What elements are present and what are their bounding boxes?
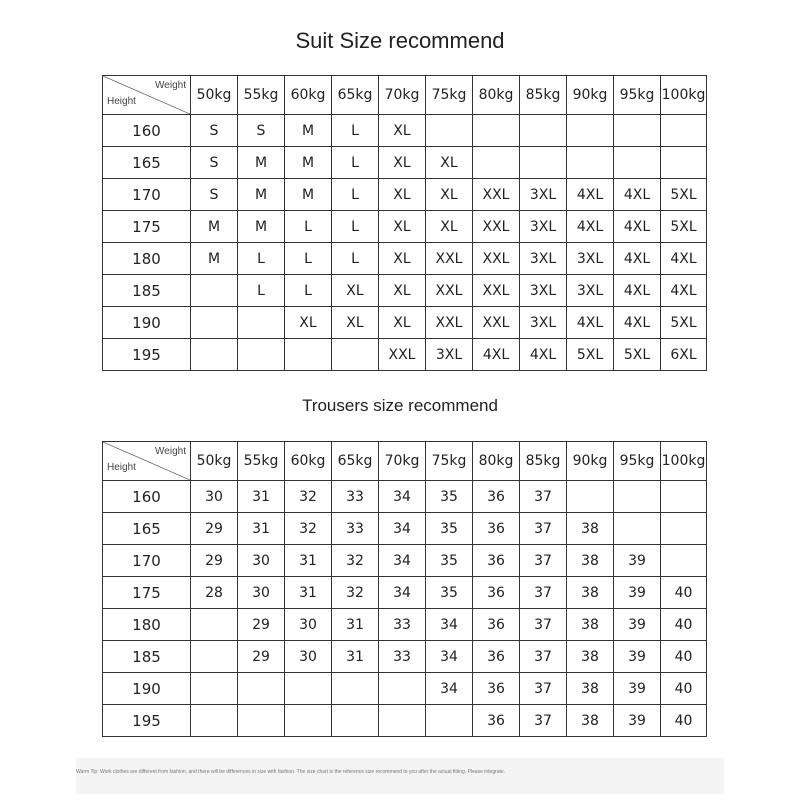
- weight-header-cell: 70kg: [379, 76, 426, 115]
- weight-header-cell: 85kg: [520, 442, 567, 481]
- size-cell: [191, 609, 238, 641]
- size-cell: 5XL: [567, 339, 614, 371]
- weight-header-cell: 60kg: [285, 76, 332, 115]
- size-cell: 37: [520, 481, 567, 513]
- weight-header-cell: 65kg: [332, 76, 379, 115]
- size-cell: 5XL: [661, 307, 707, 339]
- size-cell: 4XL: [567, 211, 614, 243]
- size-cell: 4XL: [614, 211, 661, 243]
- size-cell: L: [332, 211, 379, 243]
- size-cell: 35: [426, 545, 473, 577]
- size-cell: XXL: [426, 275, 473, 307]
- size-cell: 5XL: [661, 179, 707, 211]
- table-row: [103, 275, 707, 307]
- trousers-title: Trousers size recommend: [302, 396, 498, 415]
- size-cell: 3XL: [426, 339, 473, 371]
- size-cell: 4XL: [473, 339, 520, 371]
- weight-axis-label: Weight: [155, 446, 186, 457]
- size-cell: 4XL: [614, 307, 661, 339]
- size-cell: 40: [661, 641, 707, 673]
- size-cell: 4XL: [661, 275, 707, 307]
- size-cell: [614, 481, 661, 513]
- size-cell: [191, 673, 238, 705]
- size-cell: 38: [567, 577, 614, 609]
- size-cell: 30: [238, 545, 285, 577]
- size-cell: 38: [567, 513, 614, 545]
- height-cell: 170: [103, 545, 191, 577]
- size-cell: 40: [661, 577, 707, 609]
- size-cell: [285, 705, 332, 737]
- table-row: [103, 307, 707, 339]
- size-cell: [473, 147, 520, 179]
- weight-header-cell: 75kg: [426, 76, 473, 115]
- weight-header-cell: 100kg: [661, 442, 707, 481]
- size-cell: L: [238, 275, 285, 307]
- table-row: [103, 481, 707, 513]
- size-cell: 33: [379, 609, 426, 641]
- size-cell: [332, 339, 379, 371]
- weight-header-cell: 55kg: [238, 442, 285, 481]
- size-cell: [661, 115, 707, 147]
- height-cell: 175: [103, 577, 191, 609]
- size-cell: 40: [661, 609, 707, 641]
- table-row: [103, 339, 707, 371]
- size-cell: 31: [332, 609, 379, 641]
- table-row: [103, 243, 707, 275]
- table-row: [103, 513, 707, 545]
- size-cell: [661, 481, 707, 513]
- size-cell: M: [238, 179, 285, 211]
- corner-header-cell: [103, 76, 191, 115]
- weight-header-cell: 95kg: [614, 442, 661, 481]
- height-cell: 180: [103, 609, 191, 641]
- size-cell: 39: [614, 673, 661, 705]
- size-cell: 32: [332, 577, 379, 609]
- height-cell: 190: [103, 307, 191, 339]
- size-cell: 3XL: [520, 243, 567, 275]
- size-cell: S: [238, 115, 285, 147]
- size-cell: M: [238, 147, 285, 179]
- weight-header-cell: 65kg: [332, 442, 379, 481]
- size-cell: [473, 115, 520, 147]
- size-cell: [191, 307, 238, 339]
- size-cell: [520, 147, 567, 179]
- size-cell: [332, 673, 379, 705]
- size-cell: 34: [379, 577, 426, 609]
- weight-header-cell: 50kg: [191, 442, 238, 481]
- weight-axis-label: Weight: [155, 80, 186, 91]
- warm-tip-footer: [76, 758, 724, 794]
- size-cell: 36: [473, 641, 520, 673]
- size-cell: 5XL: [614, 339, 661, 371]
- size-cell: XL: [426, 147, 473, 179]
- size-cell: 32: [285, 481, 332, 513]
- size-cell: L: [332, 179, 379, 211]
- size-cell: XXL: [379, 339, 426, 371]
- weight-header-cell: 80kg: [473, 442, 520, 481]
- size-cell: 38: [567, 705, 614, 737]
- size-cell: 31: [285, 577, 332, 609]
- size-cell: 30: [285, 609, 332, 641]
- size-cell: 4XL: [661, 243, 707, 275]
- table-row: [103, 705, 707, 737]
- size-cell: 31: [285, 545, 332, 577]
- size-cell: 33: [379, 641, 426, 673]
- size-cell: L: [285, 211, 332, 243]
- size-cell: 4XL: [520, 339, 567, 371]
- size-cell: 37: [520, 673, 567, 705]
- size-cell: 37: [520, 513, 567, 545]
- size-cell: 36: [473, 513, 520, 545]
- height-cell: 180: [103, 243, 191, 275]
- size-cell: 36: [473, 545, 520, 577]
- table-row: [103, 147, 707, 179]
- size-cell: 34: [379, 545, 426, 577]
- height-axis-label: Height: [107, 462, 136, 473]
- size-cell: 30: [285, 641, 332, 673]
- height-cell: 165: [103, 513, 191, 545]
- size-cell: 3XL: [520, 275, 567, 307]
- size-cell: XL: [379, 115, 426, 147]
- size-cell: 3XL: [520, 211, 567, 243]
- size-cell: 36: [473, 705, 520, 737]
- table-row: [103, 641, 707, 673]
- size-cell: [614, 513, 661, 545]
- size-cell: 39: [614, 545, 661, 577]
- size-cell: [520, 115, 567, 147]
- size-cell: 38: [567, 641, 614, 673]
- size-cell: L: [285, 243, 332, 275]
- header-row: [103, 442, 707, 481]
- size-cell: [191, 339, 238, 371]
- size-cell: [332, 705, 379, 737]
- size-cell: 29: [238, 609, 285, 641]
- size-cell: 33: [332, 481, 379, 513]
- size-cell: XXL: [426, 307, 473, 339]
- weight-header-cell: 60kg: [285, 442, 332, 481]
- size-cell: [191, 641, 238, 673]
- size-cell: 31: [238, 513, 285, 545]
- table-row: [103, 179, 707, 211]
- size-cell: XL: [379, 211, 426, 243]
- header-row: [103, 76, 707, 115]
- size-cell: 29: [238, 641, 285, 673]
- suit-title: Suit Size recommend: [295, 28, 505, 53]
- table-row: [103, 577, 707, 609]
- size-cell: 3XL: [567, 243, 614, 275]
- size-cell: M: [191, 211, 238, 243]
- height-cell: 190: [103, 673, 191, 705]
- size-cell: [191, 275, 238, 307]
- size-cell: 37: [520, 609, 567, 641]
- size-cell: 40: [661, 673, 707, 705]
- size-cell: [661, 147, 707, 179]
- weight-header-cell: 50kg: [191, 76, 238, 115]
- size-cell: XL: [379, 307, 426, 339]
- table-row: [103, 211, 707, 243]
- size-cell: 37: [520, 577, 567, 609]
- size-cell: 31: [332, 641, 379, 673]
- size-cell: 35: [426, 513, 473, 545]
- size-cell: M: [191, 243, 238, 275]
- size-cell: 6XL: [661, 339, 707, 371]
- weight-header-cell: 55kg: [238, 76, 285, 115]
- size-cell: 38: [567, 609, 614, 641]
- size-cell: S: [191, 147, 238, 179]
- height-cell: 170: [103, 179, 191, 211]
- size-cell: 31: [238, 481, 285, 513]
- size-cell: 39: [614, 641, 661, 673]
- size-cell: 36: [473, 577, 520, 609]
- size-cell: M: [238, 211, 285, 243]
- size-cell: 30: [191, 481, 238, 513]
- weight-header-cell: 100kg: [661, 76, 707, 115]
- weight-header-cell: 90kg: [567, 442, 614, 481]
- size-cell: L: [332, 243, 379, 275]
- size-cell: [238, 673, 285, 705]
- size-cell: [614, 115, 661, 147]
- weight-header-cell: 80kg: [473, 76, 520, 115]
- size-cell: 39: [614, 705, 661, 737]
- size-cell: 33: [332, 513, 379, 545]
- suit-size-table: [102, 75, 707, 371]
- size-cell: 39: [614, 609, 661, 641]
- size-cell: 3XL: [520, 179, 567, 211]
- size-cell: L: [332, 147, 379, 179]
- size-cell: XL: [379, 179, 426, 211]
- size-cell: XXL: [473, 211, 520, 243]
- size-cell: [567, 115, 614, 147]
- size-cell: 5XL: [661, 211, 707, 243]
- size-cell: L: [332, 115, 379, 147]
- size-cell: 36: [473, 481, 520, 513]
- size-cell: [285, 673, 332, 705]
- size-cell: 29: [191, 513, 238, 545]
- size-cell: XXL: [473, 243, 520, 275]
- size-cell: 37: [520, 641, 567, 673]
- size-cell: XL: [379, 243, 426, 275]
- size-cell: XL: [285, 307, 332, 339]
- size-cell: [661, 545, 707, 577]
- size-cell: XL: [426, 179, 473, 211]
- height-cell: 165: [103, 147, 191, 179]
- size-cell: 34: [379, 513, 426, 545]
- size-cell: 34: [426, 641, 473, 673]
- size-cell: 4XL: [567, 307, 614, 339]
- height-cell: 195: [103, 339, 191, 371]
- trousers-size-table: [102, 441, 707, 737]
- size-cell: 39: [614, 577, 661, 609]
- size-cell: XXL: [426, 243, 473, 275]
- size-cell: 4XL: [614, 179, 661, 211]
- size-cell: XL: [426, 211, 473, 243]
- height-cell: 195: [103, 705, 191, 737]
- size-cell: [238, 705, 285, 737]
- table-row: [103, 673, 707, 705]
- size-cell: [661, 513, 707, 545]
- size-cell: M: [285, 179, 332, 211]
- size-cell: XXL: [473, 307, 520, 339]
- size-cell: 35: [426, 481, 473, 513]
- corner-header-cell: [103, 442, 191, 481]
- size-cell: XXL: [473, 275, 520, 307]
- size-cell: [614, 147, 661, 179]
- size-cell: 37: [520, 545, 567, 577]
- size-cell: M: [285, 115, 332, 147]
- size-cell: [379, 673, 426, 705]
- size-cell: 37: [520, 705, 567, 737]
- size-cell: 4XL: [614, 275, 661, 307]
- size-cell: [426, 705, 473, 737]
- size-cell: [426, 115, 473, 147]
- size-cell: S: [191, 115, 238, 147]
- size-cell: 36: [473, 673, 520, 705]
- size-cell: 34: [426, 609, 473, 641]
- size-cell: 3XL: [567, 275, 614, 307]
- size-cell: L: [285, 275, 332, 307]
- size-cell: 36: [473, 609, 520, 641]
- size-cell: 3XL: [520, 307, 567, 339]
- size-cell: [567, 481, 614, 513]
- size-cell: 34: [426, 673, 473, 705]
- height-axis-label: Height: [107, 96, 136, 107]
- size-cell: 34: [379, 481, 426, 513]
- size-cell: L: [238, 243, 285, 275]
- size-cell: XXL: [473, 179, 520, 211]
- table-row: [103, 115, 707, 147]
- size-cell: [238, 339, 285, 371]
- size-cell: 38: [567, 545, 614, 577]
- size-cell: [238, 307, 285, 339]
- size-cell: 32: [285, 513, 332, 545]
- size-cell: 28: [191, 577, 238, 609]
- size-cell: 29: [191, 545, 238, 577]
- size-cell: XL: [332, 275, 379, 307]
- table-row: [103, 609, 707, 641]
- size-cell: XL: [379, 147, 426, 179]
- height-cell: 185: [103, 641, 191, 673]
- size-cell: 4XL: [567, 179, 614, 211]
- table-row: [103, 545, 707, 577]
- height-cell: 175: [103, 211, 191, 243]
- weight-header-cell: 85kg: [520, 76, 567, 115]
- size-cell: XL: [332, 307, 379, 339]
- height-cell: 160: [103, 115, 191, 147]
- weight-header-cell: 75kg: [426, 442, 473, 481]
- size-cell: S: [191, 179, 238, 211]
- weight-header-cell: 95kg: [614, 76, 661, 115]
- size-cell: 4XL: [614, 243, 661, 275]
- size-cell: [567, 147, 614, 179]
- size-cell: [379, 705, 426, 737]
- height-cell: 185: [103, 275, 191, 307]
- warm-tip-text: Warm Tip: Work clothes are different from fashion, and there will be differences in size with fashion. The size chart is the reference size recommend to you after the actual fitting. Please integrate.: [76, 769, 506, 775]
- size-cell: 38: [567, 673, 614, 705]
- size-cell: 30: [238, 577, 285, 609]
- size-cell: 32: [332, 545, 379, 577]
- weight-header-cell: 70kg: [379, 442, 426, 481]
- size-cell: XL: [379, 275, 426, 307]
- size-cell: M: [285, 147, 332, 179]
- size-cell: 35: [426, 577, 473, 609]
- size-cell: [191, 705, 238, 737]
- weight-header-cell: 90kg: [567, 76, 614, 115]
- size-cell: [285, 339, 332, 371]
- height-cell: 160: [103, 481, 191, 513]
- size-cell: 40: [661, 705, 707, 737]
